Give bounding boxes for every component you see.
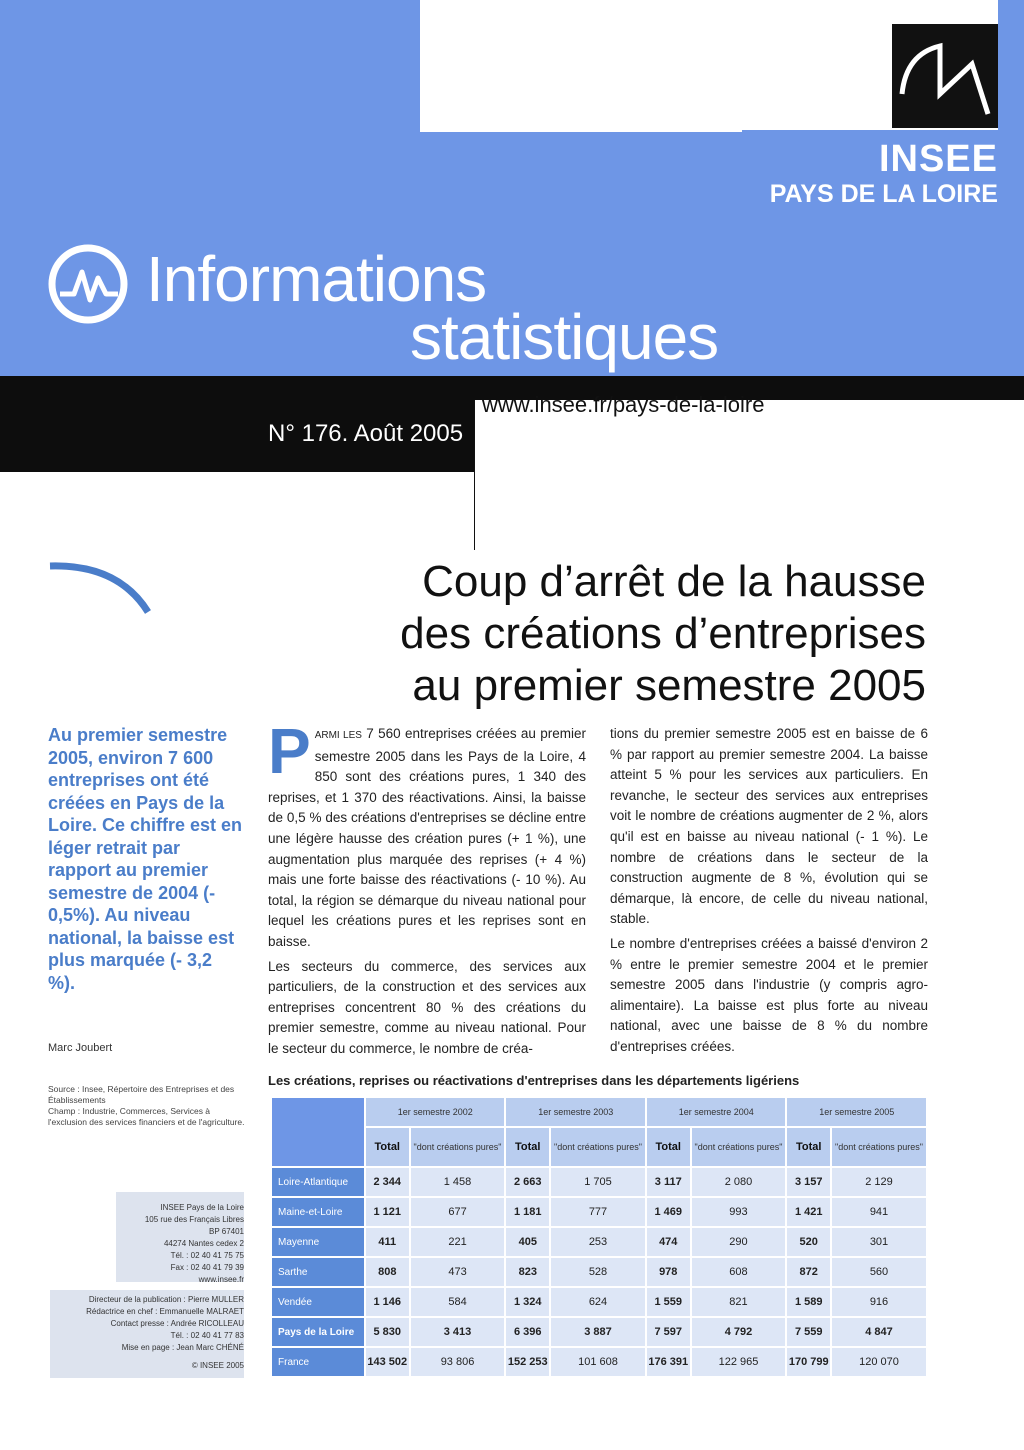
cell: 520: [786, 1227, 831, 1257]
cell: 1 469: [646, 1197, 691, 1227]
cell: 608: [691, 1257, 787, 1287]
paragraph-3: tions du premier semestre 2005 est en baisse de 6 % par rapport au premier semestre 2004. La baisse atteint 5 % pour les services aux particuliers. En revanche, le secteur des services aux entreprises voit le nombre de créations augmenter de 2 %, alors qu'il est en baisse au niveau national (- 1 %). Le nombre de créations dans le secteur de la construction augmente de 8 %, évolution qui se démarque, là encore, de celle du niveau national, stable.: [610, 726, 928, 927]
table-row-region-total: [271, 1317, 927, 1347]
insee-logo: [892, 24, 998, 128]
cell: 1 421: [786, 1197, 831, 1227]
cell: 1 146: [365, 1287, 410, 1317]
cell: 821: [691, 1287, 787, 1317]
cell: 2 663: [505, 1167, 550, 1197]
cell: 7 597: [646, 1317, 691, 1347]
cell: 152 253: [505, 1347, 550, 1377]
table-corner: [271, 1097, 365, 1167]
cell: 3 887: [550, 1317, 646, 1347]
region-title: PAYS DE LA LOIRE: [769, 180, 998, 208]
issue-number: N° 176. Août 2005: [268, 420, 464, 447]
cell: 5 830: [365, 1317, 410, 1347]
cell: 1 458: [410, 1167, 506, 1197]
dropcap: P: [268, 715, 311, 787]
column-header-pure: "dont créations pures": [550, 1127, 646, 1167]
cell: 4 847: [831, 1317, 927, 1347]
cell: 993: [691, 1197, 787, 1227]
cell: 823: [505, 1257, 550, 1287]
insee-title: INSEE: [878, 138, 998, 180]
cell: 4 792: [691, 1317, 787, 1347]
row-label: Pays de la Loire: [271, 1317, 365, 1347]
cell: 1 181: [505, 1197, 550, 1227]
cell: 1 121: [365, 1197, 410, 1227]
website-link[interactable]: www.insee.fr/pays-de-la-loire: [482, 392, 765, 417]
credits: Directeur de la publication : Pierre MULLER Rédactrice en chef : Emmanuelle MALRAET Contact presse : Andrée RICOLLEAU Tél. : 02 40 41 77 83 Mise en page : Jean Marc CHÉNÉ © INSEE 2005: [86, 1295, 244, 1370]
cell: 1 559: [646, 1287, 691, 1317]
cell: 941: [831, 1197, 927, 1227]
period-header: 1er semestre 2003: [505, 1097, 645, 1127]
table-row: [271, 1197, 927, 1227]
cell: 1 705: [550, 1167, 646, 1197]
cell: 808: [365, 1257, 410, 1287]
arc-decoration: [48, 560, 158, 625]
headline-line-3: au premier semestre 2005: [412, 661, 926, 710]
table-row: [271, 1257, 927, 1287]
headline-line-2: des créations d’entreprises: [400, 609, 926, 658]
cell: 777: [550, 1197, 646, 1227]
cell: 2 129: [831, 1167, 927, 1197]
cell: 1 324: [505, 1287, 550, 1317]
cell: 2 344: [365, 1167, 410, 1197]
period-header: 1er semestre 2002: [365, 1097, 505, 1127]
cell: 2 080: [691, 1167, 787, 1197]
column-header-total: Total: [505, 1127, 550, 1167]
table-row: [271, 1287, 927, 1317]
header-band-far: [998, 0, 1024, 376]
data-table: [270, 1096, 928, 1378]
cell: 120 070: [831, 1347, 927, 1377]
paragraph-4: Le nombre d'entreprises créées a baissé d'environ 2 % entre le premier semestre 2004 et le premier semestre 2005 dans l'industrie (y compris agro-alimentaire). La baisse est plus forte au niveau national, avec une baisse de 8 % du nombre d'entreprises créées.: [610, 935, 928, 1054]
cell: 101 608: [550, 1347, 646, 1377]
column-header-pure: "dont créations pures": [410, 1127, 506, 1167]
row-label: Loire-Atlantique: [271, 1167, 365, 1197]
column-header-total: Total: [646, 1127, 691, 1167]
cell: 624: [550, 1287, 646, 1317]
cell: 405: [505, 1227, 550, 1257]
cell: 170 799: [786, 1347, 831, 1377]
cell: 978: [646, 1257, 691, 1287]
brand-statistiques: statistiques: [410, 301, 719, 373]
cell: 473: [410, 1257, 506, 1287]
cell: 3 157: [786, 1167, 831, 1197]
row-label: Maine-et-Loire: [271, 1197, 365, 1227]
cell: 93 806: [410, 1347, 506, 1377]
headline: [400, 556, 926, 712]
column-header-pure: "dont créations pures": [831, 1127, 927, 1167]
period-header: 1er semestre 2004: [646, 1097, 786, 1127]
table-row: [271, 1167, 927, 1197]
table-row-france: [271, 1347, 927, 1377]
headline-line-1: Coup d’arrêt de la hausse: [422, 557, 926, 606]
row-label: Sarthe: [271, 1257, 365, 1287]
cell: 528: [550, 1257, 646, 1287]
cell: 916: [831, 1287, 927, 1317]
pulse-icon: [46, 242, 130, 331]
source-note: Source : Insee, Répertoire des Entreprises et des Établissements Champ : Industrie, Commerces, Services à l'exclusion des services financiers et de l'agriculture.: [48, 1084, 245, 1127]
paragraph-1: PARMI LES 7 560 entreprises créées au premier semestre 2005 dans les Pays de la Loire, 4 850 sont des créations pures, 1 340 des reprises, et 1 370 des réactivations. Ainsi, la baisse de 0,5 % des créations d'entreprises se décline entre une légère hausse des création pures (+ 1 %), une augmentation plus marquée des reprises (+ 4 %) mais une forte baisse des réactivations (- 10 %). Au total, la région se démarque du niveau national pour lequel les créations pures et les reprises sont en baisse.: [268, 715, 586, 949]
cell: 872: [786, 1257, 831, 1287]
paragraph-2: Les secteurs du commerce, des services aux particuliers, de la construction et des services aux entreprises concentrent 80 % des créations du premier semestre, comme au niveau national. Pour le secteur du commerce, le nombre de créa-: [268, 958, 586, 1056]
cell: 411: [365, 1227, 410, 1257]
column-header-pure: "dont créations pures": [691, 1127, 787, 1167]
table-title: Les créations, reprises ou réactivations d'entreprises dans les départements ligériens: [268, 1073, 800, 1088]
header-band-top: [0, 0, 420, 136]
row-label: Vendée: [271, 1287, 365, 1317]
cell: 221: [410, 1227, 506, 1257]
row-label: France: [271, 1347, 365, 1377]
body-column-1: [268, 715, 586, 1064]
author: Marc Joubert: [48, 1042, 113, 1054]
cell: 474: [646, 1227, 691, 1257]
cell: 3 117: [646, 1167, 691, 1197]
cell: 143 502: [365, 1347, 410, 1377]
period-header: 1er semestre 2005: [786, 1097, 927, 1127]
cell: 1 589: [786, 1287, 831, 1317]
divider-line: [474, 400, 475, 550]
cell: 7 559: [786, 1317, 831, 1347]
column-header-total: Total: [786, 1127, 831, 1167]
cell: 290: [691, 1227, 787, 1257]
cell: 122 965: [691, 1347, 787, 1377]
cell: 677: [410, 1197, 506, 1227]
cell: 253: [550, 1227, 646, 1257]
body-column-2: [610, 724, 928, 1062]
brand-informations: Informations: [146, 243, 487, 315]
address: INSEE Pays de la Loire 105 rue des Français Libres BP 67401 44274 Nantes cedex 2 Tél. : 02 40 41 75 75 Fax : 02 40 41 79 39 www.insee.fr: [144, 1203, 244, 1284]
cell: 3 413: [410, 1317, 506, 1347]
column-header-total: Total: [365, 1127, 410, 1167]
lead-summary: Au premier semestre 2005, environ 7 600 entreprises ont été créées en Pays de la Loire. Ce chiffre est en léger retrait par rapport au premier semestre de 2004 (- 0,5%). Au niveau national, la baisse est plus marquée (- 3,2 %).: [48, 725, 243, 993]
row-label: Mayenne: [271, 1227, 365, 1257]
cell: 584: [410, 1287, 506, 1317]
table-row: [271, 1227, 927, 1257]
cell: 6 396: [505, 1317, 550, 1347]
cell: 301: [831, 1227, 927, 1257]
cell: 560: [831, 1257, 927, 1287]
cell: 176 391: [646, 1347, 691, 1377]
